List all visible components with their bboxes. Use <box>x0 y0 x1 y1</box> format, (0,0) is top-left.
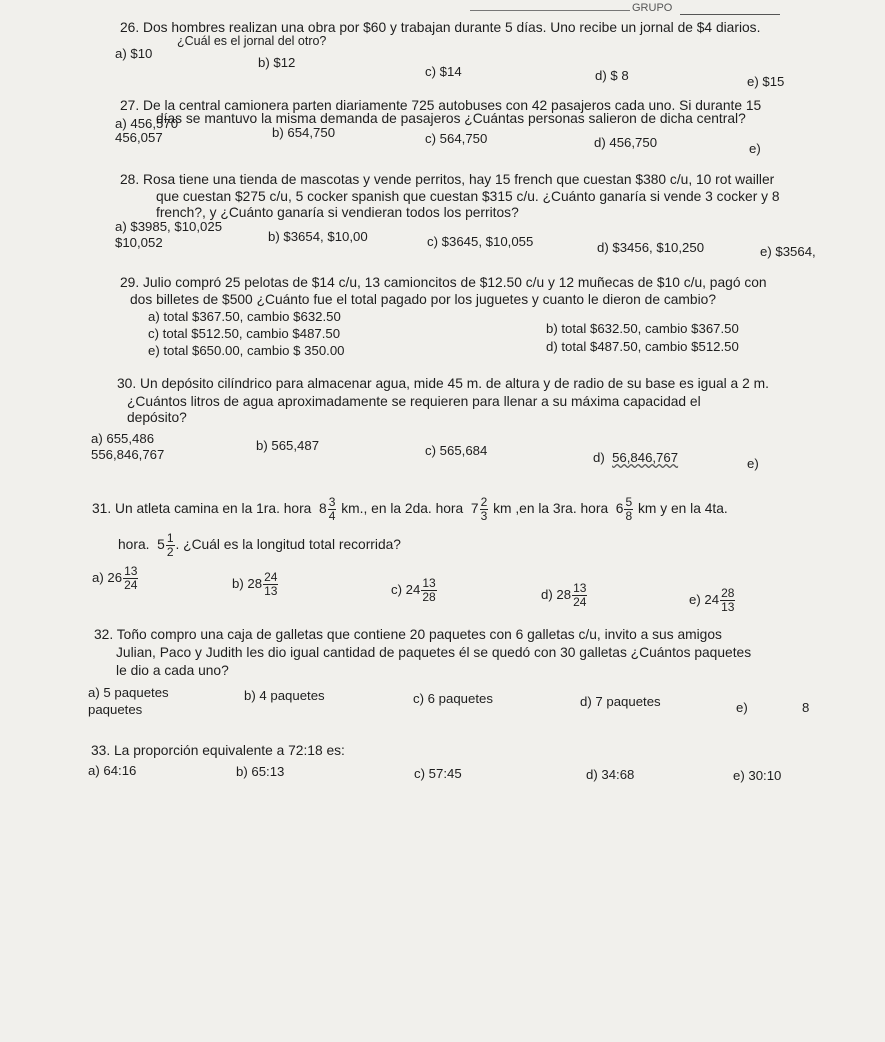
q30-text-3: depósito? <box>127 410 187 425</box>
q28-option-a[interactable]: a) $3985, $10,025 <box>115 219 223 234</box>
q28-option-c[interactable]: c) $3645, $10,055 <box>427 234 534 249</box>
q31-option-b[interactable]: b) 28 $\frac{24}{13}$ <box>232 570 278 599</box>
q28-text-2: que cuestan $275 c/u, 5 cocker spanish que cuestan $315 c/u. ¿Cuánto ganaría si vende 3 cocker y 8 <box>156 189 780 204</box>
q29-text-2: dos billetes de $500 ¿Cuánto fue el total pagado por los juguetes y cuanto le dieron de cambio? <box>130 292 716 307</box>
q33-option-e[interactable]: e) 30:10 <box>733 768 782 783</box>
q26-text-2: ¿Cuál es el jornal del otro? <box>177 34 327 48</box>
q31-text-1: 31. Un atleta camina en la 1ra. hora <box>92 501 312 516</box>
grupo-label: GRUPO <box>632 2 673 14</box>
q28-option-e[interactable]: e) $3564, <box>760 244 816 259</box>
q30-text-2: ¿Cuántos litros de agua aproximadamente se requieren para llenar a su máxima capacidad el <box>127 394 701 409</box>
q26-option-e[interactable]: e) $15 <box>747 74 785 89</box>
q28-option-d[interactable]: d) $3456, $10,250 <box>597 240 705 255</box>
q31-text-5: hora. <box>118 537 150 552</box>
q30-option-b[interactable]: b) 565,487 <box>256 438 320 453</box>
q26-text-1: 26. Dos hombres realizan una obra por $60 y trabajan durante 5 días. Uno recibe un jornal de $4 diarios. <box>120 20 761 35</box>
q31-text-6: . ¿Cuál es la longitud total recorrida? <box>175 537 401 552</box>
q26-option-c[interactable]: c) $14 <box>425 64 462 79</box>
q31-frac4: $\frac{1}{2}$ <box>166 530 174 559</box>
q32-option-a-cont: paquetes <box>88 702 143 717</box>
q32-text-3: le dio a cada uno? <box>116 663 229 678</box>
q31-frac3-whole: 6 <box>615 501 624 516</box>
q31-option-d[interactable]: d) 28 $\frac{13}{24}$ <box>541 581 587 610</box>
q32-option-e-value: 8 <box>802 700 810 715</box>
q27-option-a-cont: 456,057 <box>115 130 163 145</box>
q29-option-c[interactable]: c) total $512.50, cambio $487.50 <box>148 326 341 341</box>
q33-option-a[interactable]: a) 64:16 <box>88 763 137 778</box>
q30-option-c[interactable]: c) 565,684 <box>425 443 488 458</box>
q27-option-a[interactable]: a) 456,570 <box>115 116 179 131</box>
q29-option-e[interactable]: e) total $650.00, cambio $ 350.00 <box>148 343 345 358</box>
q31-frac4-whole: 5 <box>157 537 165 552</box>
q31-frac1: $\frac{3}{4}$ <box>328 494 336 523</box>
q28-option-b[interactable]: b) $3654, $10,00 <box>268 229 368 244</box>
q30-option-e[interactable]: e) <box>747 456 759 471</box>
q31-option-c[interactable]: c) 24 $\frac{13}{28}$ <box>391 576 436 605</box>
q33-option-d[interactable]: d) 34:68 <box>586 767 635 782</box>
q31-frac2-whole: 7 <box>470 501 479 516</box>
q26-option-d[interactable]: d) $ 8 <box>595 68 629 83</box>
q29-option-b[interactable]: b) total $632.50, cambio $367.50 <box>546 321 739 336</box>
q31-option-a[interactable]: a) 26 $\frac{13}{24}$ <box>92 564 138 593</box>
header-rule <box>470 10 630 11</box>
q32-option-b[interactable]: b) 4 paquetes <box>244 688 325 703</box>
q32-option-e[interactable]: e) <box>736 700 748 715</box>
q31-frac1-whole: 8 <box>319 501 327 516</box>
q30-option-d[interactable] <box>593 450 678 465</box>
q30-option-d-value: 56,846,767 <box>612 450 679 465</box>
q31-text-2: km., en la 2da. hora <box>341 501 464 516</box>
q32-option-a[interactable]: a) 5 paquetes <box>88 685 169 700</box>
q28-text-1: 28. Rosa tiene una tienda de mascotas y vende perritos, hay 15 french que cuestan $380 c/u, 10 rot wailler <box>120 172 775 187</box>
q27-option-c[interactable]: c) 564,750 <box>425 131 488 146</box>
q33-option-b[interactable]: b) 65:13 <box>236 764 285 779</box>
q29-text-1: 29. Julio compró 25 pelotas de $14 c/u, 13 camioncitos de $12.50 c/u y 12 muñecas de $10 c/u, pagó con <box>120 275 767 290</box>
q26-option-b[interactable]: b) $12 <box>258 55 296 70</box>
q27-option-b[interactable]: b) 654,750 <box>272 125 336 140</box>
q30-option-d-label: d) <box>593 450 605 465</box>
q27-text-2: días se mantuvo la misma demanda de pasajeros ¿Cuántas personas salieron de dicha central? <box>156 111 746 126</box>
q30-text-1: 30. Un depósito cilíndrico para almacenar agua, mide 45 m. de altura y de radio de su base es igual a 2 m. <box>117 376 769 391</box>
q31-text-line-2 <box>118 530 401 560</box>
q31-frac2: $\frac{2}{3}$ <box>480 494 488 523</box>
q30-option-a-cont: 556,846,767 <box>91 447 165 462</box>
q26-option-a[interactable]: a) $10 <box>115 46 153 61</box>
q29-option-d[interactable]: d) total $487.50, cambio $512.50 <box>546 339 739 354</box>
q32-option-c[interactable]: c) 6 paquetes <box>413 691 493 706</box>
q31-text-4: km y en la 4ta. <box>638 501 728 516</box>
grupo-blank <box>680 14 780 15</box>
q33-option-c[interactable]: c) 57:45 <box>414 766 462 781</box>
q27-option-d[interactable]: d) 456,750 <box>594 135 658 150</box>
q31-text-3: km ,en la 3ra. hora <box>493 501 609 516</box>
q28-text-3: french?, y ¿Cuánto ganaría si vendieran todos los perritos? <box>156 205 519 220</box>
q27-text-1: 27. De la central camionera parten diariamente 725 autobuses con 42 pasajeros cada uno. Si durante 15 <box>120 98 762 113</box>
q28-option-a-cont: $10,052 <box>115 235 163 250</box>
q31-option-e[interactable]: e) 24 $\frac{28}{13}$ <box>689 586 735 615</box>
q29-option-a[interactable]: a) total $367.50, cambio $632.50 <box>148 309 341 324</box>
q33-text: 33. La proporción equivalente a 72:18 es: <box>91 743 345 758</box>
q31-frac3: $\frac{5}{8}$ <box>625 494 633 523</box>
q27-option-e[interactable]: e) <box>749 141 761 156</box>
q31-text-line-1 <box>92 494 728 524</box>
q32-text-1: 32. Toño compro una caja de galletas que contiene 20 paquetes con 6 galletas c/u, invito a sus amigos <box>94 627 722 642</box>
q32-option-d[interactable]: d) 7 paquetes <box>580 694 661 709</box>
q30-option-a[interactable]: a) 655,486 <box>91 431 155 446</box>
q32-text-2: Julian, Paco y Judith les dio igual cantidad de paquetes él se quedó con 30 galletas ¿Cuántos paquetes <box>116 645 752 660</box>
